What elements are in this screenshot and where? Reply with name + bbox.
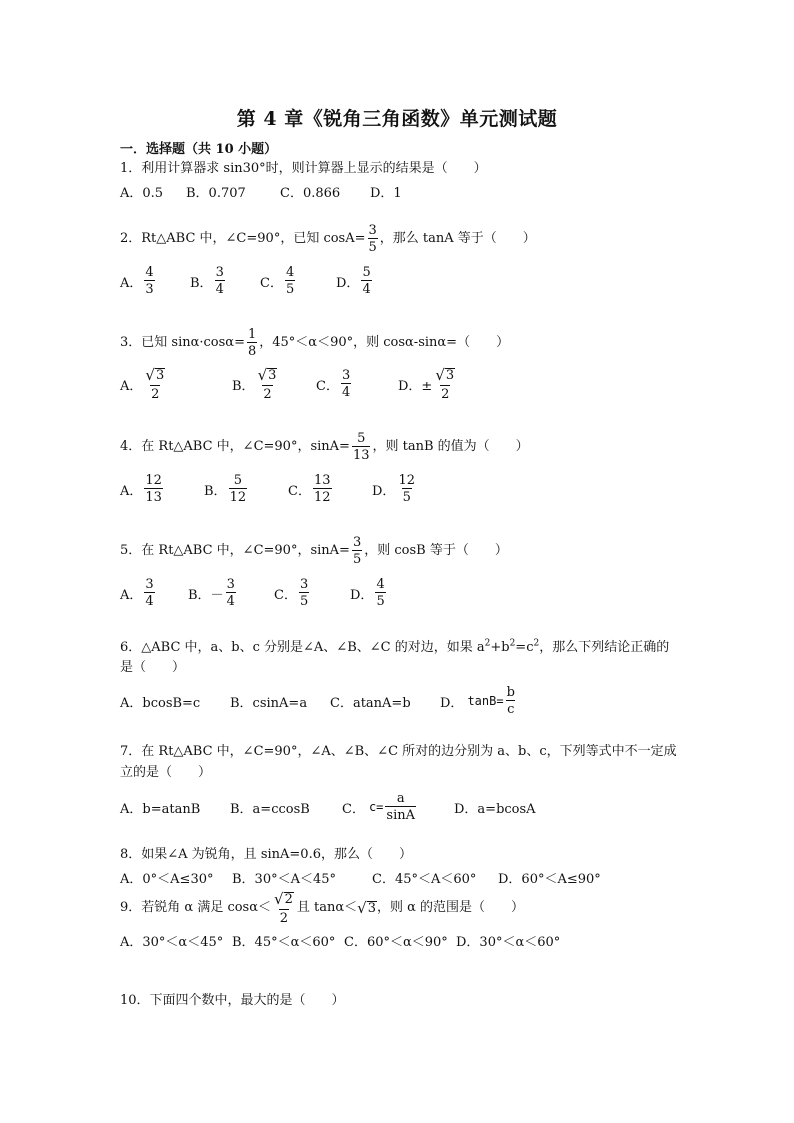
sqrt-icon: √: [274, 890, 284, 908]
q6-text-1: 6．△ABC 中，a、b、c 分别是∠A、∠B、∠C 的对边，如果 a: [120, 640, 485, 655]
q8-option-b: B．30°＜A＜45°: [232, 872, 337, 887]
q4-frac-num: 5: [357, 431, 366, 446]
q2-stem-text-2: ，那么 tanA 等于（ ）: [379, 231, 536, 246]
q2-d-fraction: [361, 266, 371, 296]
q2-option-b: [190, 266, 260, 296]
q5-b-num: 3: [226, 577, 235, 592]
q2-c-den: 5: [285, 282, 295, 297]
q5-a-den: 4: [145, 594, 154, 609]
q6-option-b: B．csinA=a: [230, 695, 308, 711]
q2-d-den: 4: [362, 282, 371, 297]
q3-c-num: 3: [341, 368, 351, 384]
q3-d-fraction: [434, 368, 456, 401]
q2-stem-text-1: 2．Rt△ABC 中，∠C=90°，已知 cosA=: [120, 231, 366, 246]
q2-a-den: 3: [145, 282, 154, 297]
q7-c-letter: C．: [342, 801, 365, 817]
q9-option-c: C．60°＜α＜90°: [344, 935, 448, 950]
page-title: 第 4 章《锐角三角函数》单元测试题: [236, 108, 558, 130]
q4-a-fraction: [144, 474, 163, 504]
q6-text-3: =c: [515, 640, 534, 655]
q3-c-den: 4: [341, 385, 351, 401]
question-2-options: [120, 266, 680, 296]
q8-option-c: C．45°＜A＜60°: [372, 872, 477, 887]
q3-b-den: 2: [263, 386, 272, 402]
q4-c-num: 13: [313, 473, 331, 488]
q5-b-letter: B．－: [188, 587, 224, 603]
q3-d-radicand: 3: [445, 368, 455, 383]
q8-option-a: A．0°＜A≤30°: [120, 872, 214, 887]
q5-a-fraction: [144, 578, 154, 608]
q6-text-2: +b: [490, 640, 510, 655]
q6-text-4: ，那么下列结论正确的: [539, 640, 670, 655]
q4-option-d: [372, 474, 418, 504]
q3-frac-den: 8: [247, 344, 257, 359]
q2-a-fraction: [144, 266, 154, 296]
q9-radicand-1: 2: [284, 892, 293, 907]
q5-stem-text-1: 5．在 Rt△ABC 中，∠C=90°，sinA=: [120, 543, 350, 558]
question-6-stem-line-1: [120, 639, 680, 657]
q2-a-num: 4: [145, 265, 154, 280]
q3-option-c: [316, 369, 398, 399]
q6-d-den: c: [507, 702, 515, 717]
q2-a-letter: A．: [120, 275, 143, 291]
question-10-stem: 10．下面四个数中，最大的是（ ）: [120, 993, 345, 1008]
q2-d-letter: D．: [336, 275, 360, 291]
question-8-stem: 8．如果∠A 为锐角，且 sinA=0.6，那么（ ）: [120, 847, 412, 862]
q3-option-b: [232, 368, 316, 401]
q4-b-letter: B．: [204, 483, 227, 499]
q4-stem-text-1: 4．在 Rt△ABC 中，∠C=90°，sinA=: [120, 439, 350, 454]
q5-fraction: [352, 536, 362, 566]
q1-option-a: A．0.5: [120, 186, 164, 201]
q9-fraction: [273, 892, 295, 925]
q3-a-den: 2: [151, 386, 160, 402]
q2-frac-num: 3: [368, 223, 377, 238]
q4-a-letter: A．: [120, 483, 143, 499]
q5-b-den: 4: [226, 594, 235, 609]
q6-option-d: [440, 686, 518, 716]
q9-text-2: 且 tanα＜: [296, 900, 358, 916]
q4-frac-den: 13: [352, 448, 370, 463]
q5-d-letter: D．: [350, 587, 374, 603]
question-9-options: [120, 931, 680, 950]
q6-sup-1: 2: [484, 638, 491, 649]
q4-b-num: 5: [233, 473, 242, 488]
q5-d-den: 5: [376, 594, 385, 609]
q7-c-fraction: [385, 792, 416, 822]
q4-fraction: [352, 432, 371, 462]
q2-fraction: [368, 224, 378, 254]
q3-option-a: [120, 368, 232, 401]
q2-d-num: 5: [362, 265, 371, 280]
section-heading: 一．选择题（共 10 小题）: [120, 142, 278, 157]
question-7-stem-line-2: 立的是（ ）: [120, 765, 212, 780]
q6-d-num: b: [506, 685, 515, 700]
q2-b-num: 3: [215, 265, 224, 280]
q3-stem-text-2: ，45°＜α＜90°，则 cosα-sinα=（ ）: [259, 335, 510, 350]
q1-option-c: C．0.866: [280, 186, 341, 201]
q4-option-a: [120, 474, 204, 504]
q7-option-b: B．a=ccosB: [230, 801, 310, 817]
q9-radical-2: [357, 898, 377, 917]
q7-c-prefix: c=: [368, 800, 384, 814]
q4-a-den: 13: [145, 490, 162, 505]
q3-d-letter: D．±: [398, 378, 433, 394]
q5-c-letter: C．: [274, 587, 297, 603]
sqrt-icon: √: [435, 366, 445, 384]
q4-b-den: 12: [229, 490, 247, 505]
sqrt-icon: √: [357, 898, 367, 917]
question-5-options: [120, 578, 680, 608]
q2-b-letter: B．: [190, 275, 213, 291]
q7-c-num: a: [396, 791, 405, 806]
q2-b-den: 4: [215, 282, 224, 297]
q9-option-a: A．30°＜α＜45°: [120, 935, 224, 950]
q9-radicand-2: 3: [367, 900, 376, 916]
q6-d-fraction: [506, 686, 516, 716]
q3-stem-text-1: 3．已知 sinα·cosα=: [120, 335, 245, 350]
q3-d-radical: [434, 368, 456, 385]
q2-b-fraction: [215, 266, 225, 296]
q3-c-letter: C．: [316, 378, 339, 394]
q9-option-d: D．30°＜α＜60°: [456, 935, 561, 950]
q2-c-num: 4: [285, 265, 295, 280]
q3-b-radical: [257, 368, 279, 385]
question-7-options: [120, 792, 680, 822]
q4-a-num: 12: [145, 473, 162, 488]
q3-c-fraction: [341, 369, 351, 399]
question-6-stem-line-2: 是（ ）: [120, 660, 186, 675]
q5-c-num: 3: [299, 577, 309, 592]
q4-c-letter: C．: [288, 483, 311, 499]
q4-c-fraction: [313, 474, 332, 504]
q3-a-radical: [144, 368, 166, 385]
q7-option-a: A．b=atanB: [120, 801, 201, 817]
q2-frac-den: 5: [368, 240, 377, 255]
question-8-options: [120, 868, 680, 887]
q5-c-den: 5: [299, 594, 309, 609]
q9-option-b: B．45°＜α＜60°: [232, 935, 336, 950]
question-7-stem-line-1: 7．在 Rt△ABC 中，∠C=90°，∠A、∠B、∠C 所对的边分别为 a、b、c，下列等式中不一定成: [120, 744, 677, 759]
q6-d-prefix: tanB=: [467, 694, 504, 708]
q5-option-c: [274, 578, 350, 608]
q2-option-c: [260, 266, 336, 296]
q4-option-b: [204, 474, 288, 504]
q4-d-num: 12: [398, 473, 415, 488]
q4-b-fraction: [229, 474, 248, 504]
q7-c-den: sinA: [386, 808, 415, 823]
q4-c-den: 12: [313, 490, 331, 505]
q2-option-a: [120, 266, 190, 296]
q3-a-radicand: 3: [155, 368, 165, 383]
q9-frac-den: 2: [279, 910, 289, 926]
q5-frac-den: 5: [352, 552, 362, 567]
q4-stem-text-2: ，则 tanB 的值为（ ）: [372, 439, 529, 454]
q7-option-d: D．a=bcosA: [454, 801, 536, 817]
q2-c-fraction: [285, 266, 295, 296]
q6-option-c: C．atanA=b: [330, 695, 411, 711]
q5-d-fraction: [375, 578, 385, 608]
q5-a-num: 3: [145, 577, 154, 592]
q9-text-3: ，则 α 的范围是（ ）: [376, 900, 525, 916]
sqrt-icon: √: [257, 366, 268, 384]
q4-option-c: [288, 474, 372, 504]
question-1-stem: 1．利用计算器求 sin30°时，则计算器上显示的结果是（ ）: [120, 161, 487, 176]
sqrt-icon: √: [145, 366, 155, 384]
q5-b-fraction: [226, 578, 236, 608]
q3-b-letter: B．: [232, 378, 255, 394]
q1-option-b: B．0.707: [186, 186, 246, 201]
q9-text-1: 9．若锐角 α 满足 cosα＜: [120, 900, 272, 916]
q3-b-fraction: [257, 368, 279, 401]
question-4-stem: [120, 432, 680, 462]
q2-option-d: [336, 266, 374, 296]
question-3-stem: [120, 328, 680, 358]
q3-frac-num: 1: [247, 327, 257, 342]
q3-a-fraction: [144, 368, 166, 401]
question-6-options: [120, 686, 680, 716]
q3-fraction: [247, 328, 257, 358]
q4-d-letter: D．: [372, 483, 396, 499]
q5-frac-num: 3: [352, 535, 362, 550]
q5-option-a: [120, 578, 188, 608]
question-9-stem: [120, 892, 680, 925]
q4-d-den: 5: [402, 490, 411, 505]
q8-option-d: D．60°＜A≤90°: [498, 872, 601, 887]
q6-option-a: A．bcosB=c: [120, 695, 201, 711]
q5-a-letter: A．: [120, 587, 143, 603]
question-3-options: [120, 368, 680, 401]
q2-c-letter: C．: [260, 275, 283, 291]
question-1-options: [120, 182, 680, 201]
q5-c-fraction: [299, 578, 309, 608]
q3-option-d: [398, 368, 458, 401]
q5-d-num: 4: [376, 577, 385, 592]
q1-option-d: D．1: [370, 186, 402, 201]
q3-b-radicand: 3: [268, 368, 277, 383]
q5-option-d: [350, 578, 388, 608]
q9-radical-1: [273, 892, 295, 909]
q6-sup-2: 2: [509, 638, 516, 649]
q4-d-fraction: [397, 474, 416, 504]
question-2-stem: [120, 224, 680, 254]
question-4-options: [120, 474, 680, 504]
q6-sup-3: 2: [533, 638, 540, 649]
q5-option-b: [188, 578, 274, 608]
q6-d-letter: D．: [440, 695, 464, 711]
question-5-stem: [120, 536, 680, 566]
q7-option-c: [342, 792, 454, 822]
q5-stem-text-2: ，则 cosB 等于（ ）: [364, 543, 508, 558]
q3-a-letter: A．: [120, 378, 143, 394]
q3-d-den: 2: [441, 386, 450, 402]
